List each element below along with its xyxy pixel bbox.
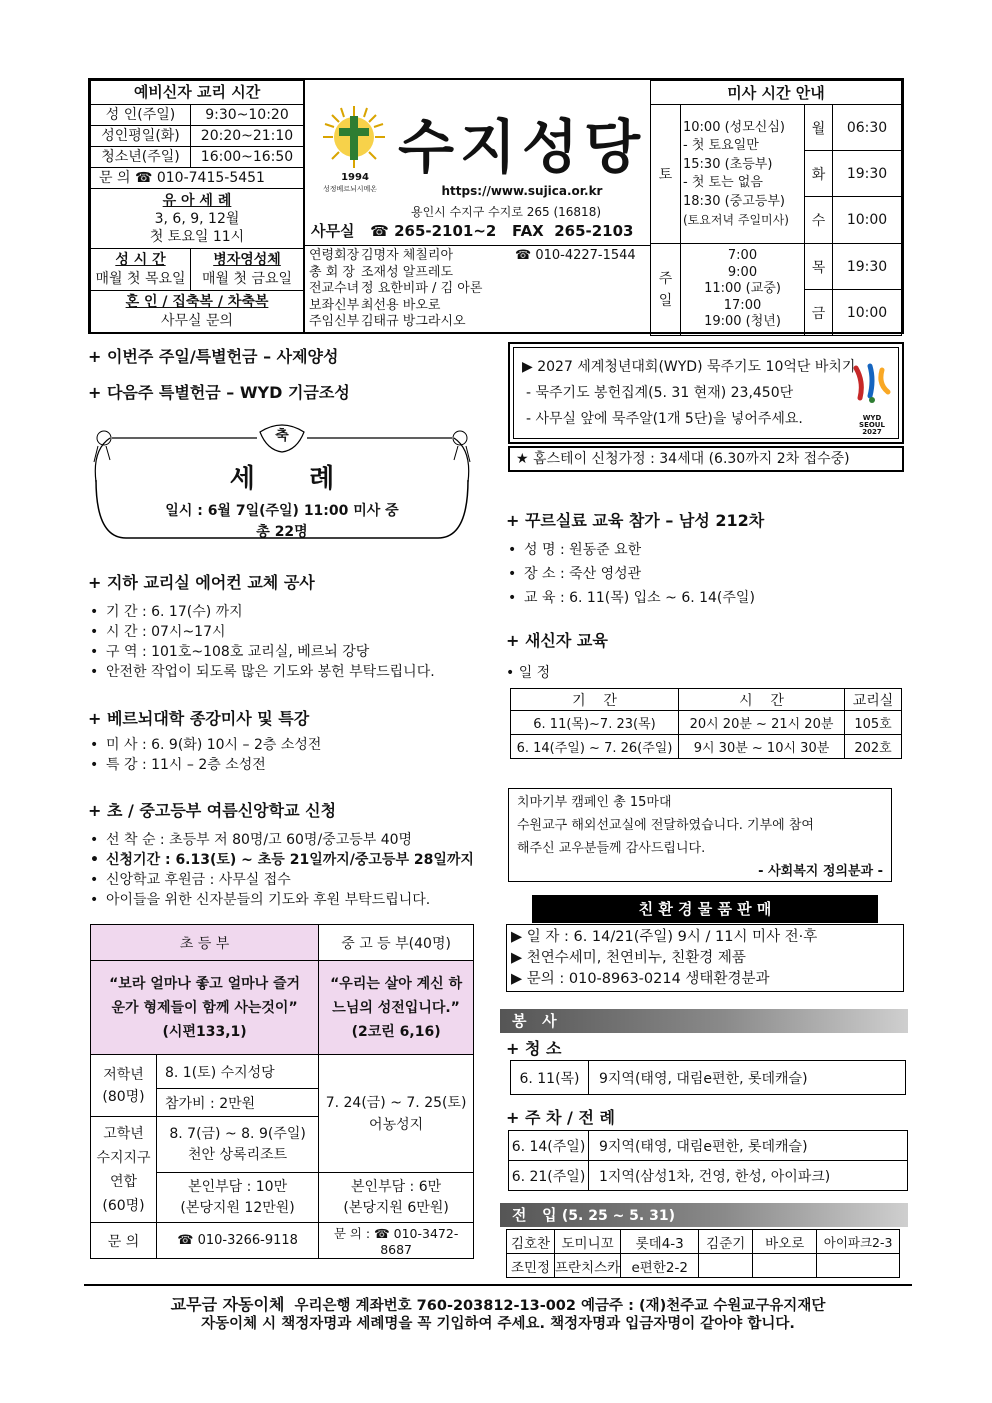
- staff-phone: 010-4227-1544: [535, 248, 636, 263]
- weekday-label: 화: [805, 151, 833, 196]
- summer-camp-title: + 초 / 중고등부 여름신앙학교 신청: [88, 801, 337, 820]
- table-cell: 조민정: [507, 1254, 555, 1278]
- sunday-label: 주 일: [651, 244, 681, 336]
- cross-sun-icon: [319, 102, 389, 172]
- table-cell: 아이파크2-3: [817, 1230, 900, 1254]
- staff-list: [304, 245, 650, 332]
- middlehigh-contact: 문 의 : ☎ 010-3472-8687: [319, 1223, 474, 1259]
- table-cell: [699, 1254, 753, 1278]
- mask-line: 치마기부 캠페인 총 15마대: [517, 795, 672, 810]
- sunday-mass: 17:00: [723, 297, 762, 313]
- wedding-contact: 사무실 문의: [160, 312, 234, 329]
- eco-line: ▶ 일 자 : 6. 14/21(주일) 9시 / 11시 미사 전·후: [511, 929, 818, 945]
- elementary-contact: ☎ 010-3266-9118: [157, 1223, 319, 1259]
- aircon-title: + 지하 교리실 에어컨 교체 공사: [88, 573, 315, 592]
- catechism-label: 청소년(주일): [91, 147, 191, 168]
- newcomer-subtitle: • 일 정: [506, 665, 551, 681]
- mass-title: 미사 시간 안내: [651, 81, 902, 105]
- weekday-time: 19:30: [846, 258, 888, 275]
- parking-title: + 주 차 / 전 례: [506, 1108, 615, 1127]
- middlehigh-verse: “우리는 살아 계신 하느님의 성전입니다.” (2코린 6,16): [319, 961, 474, 1055]
- weekday-time: 06:30: [846, 119, 888, 136]
- phone-icon: ☎: [370, 222, 389, 240]
- office-phone: 265-2101~2: [394, 222, 497, 240]
- table-cell: 6. 14(주일) ~ 7. 26(주일): [511, 735, 679, 759]
- list-item: • 아이들을 위한 신자분들의 기도와 후원 부탁드립니다.: [88, 890, 474, 910]
- list-item: • 미 사 : 6. 9(화) 10시 – 2층 소성전: [88, 735, 321, 755]
- university-list: [88, 735, 321, 775]
- bulletin-header: [88, 78, 904, 334]
- infant-baptism-title: 유 아 세 례: [162, 192, 232, 209]
- baptism-notice: [92, 420, 472, 548]
- table-cell: 바오로: [753, 1230, 817, 1254]
- church-address: 용인시 수지구 수지로 265 (16818): [410, 205, 602, 219]
- wyd-logo: [848, 362, 896, 436]
- church-logo: [319, 102, 389, 172]
- footer-divider: [84, 1284, 912, 1286]
- weekday-time: 10:00: [846, 304, 888, 321]
- table-cell: [817, 1254, 900, 1278]
- table-cell: e편한2-2: [621, 1254, 699, 1278]
- confession-day: 매월 첫 목요일: [95, 270, 186, 287]
- fax-label: FAX: [512, 222, 544, 240]
- catechism-time: 20:20~21:10: [191, 126, 304, 147]
- newcomer-title: + 새신자 교육: [506, 631, 608, 650]
- table-cell: 프란치스카: [555, 1254, 621, 1278]
- baptism-title: 세 례: [229, 464, 335, 494]
- middlehigh-date: 7. 24(금) ~ 7. 25(토) 어농성지: [319, 1055, 474, 1173]
- table-cell: 202호: [845, 735, 902, 759]
- sunday-mass: 7:00: [727, 248, 758, 264]
- infant-baptism-months: 3, 6, 9, 12월: [154, 210, 240, 227]
- table-cell: 롯데4-3: [621, 1230, 699, 1254]
- eco-line: ▶ 문의 : 010-8963-0214 생태환경분과: [511, 971, 770, 987]
- cursillo-title: + 꾸르실료 교육 참가 – 남성 212차: [506, 511, 765, 530]
- sunday-mass: 9:00: [727, 264, 758, 280]
- cursillo-list: [506, 538, 755, 610]
- eco-line: ▶ 천연수세미, 천연비누, 친환경 제품: [511, 950, 746, 966]
- lower-grade-date: 8. 1(토) 수지성당: [157, 1055, 319, 1089]
- table-cell: 1지역(삼성1차, 건영, 한성, 아이파크): [589, 1161, 908, 1191]
- footer-line-2: 자동이체 시 책정자명과 세례명을 꼭 기입하여 주세요. 책정자명과 입금자명이 같아야 합니다.: [201, 1316, 795, 1332]
- catechism-label: 성 인(주일): [91, 105, 191, 126]
- catechism-label: 성인평일(화): [91, 126, 191, 147]
- upper-grade-date: 8. 7(금) ~ 8. 9(주일) 천안 상록리조트: [157, 1117, 319, 1173]
- phone-label: 문 의: [99, 169, 131, 186]
- cleaning-title: + 청 소: [506, 1039, 562, 1058]
- weekday-label: 수: [805, 197, 833, 243]
- staff-row: 전교수녀 정 요한비파 / 김 아론: [309, 281, 483, 296]
- mask-signature: - 사회복지 정의분과 -: [758, 864, 883, 879]
- transfer-banner: [500, 1203, 908, 1227]
- list-item: • 신앙학교 후원금 : 사무실 접수: [88, 870, 474, 890]
- summer-camp-table: [90, 924, 474, 1259]
- table-cell: 9시 30분 ~ 10시 30분: [679, 735, 845, 759]
- sick-communion-day: 매월 첫 금요일: [201, 270, 293, 287]
- list-item: • 특 강 : 11시 – 2층 소성전: [88, 755, 321, 775]
- staff-row: 보좌신부 최선용 바오로: [309, 297, 441, 313]
- weekday-label: 금: [805, 290, 833, 335]
- newcomer-header: 시 간: [679, 689, 845, 711]
- cleaning-table: [510, 1060, 906, 1095]
- wyd-line: - 묵주기도 봉헌집계(5. 31 현재) 23,450단: [526, 385, 794, 401]
- offering-this-week: + 이번주 주일/특별헌금 – 사제양성: [88, 347, 339, 366]
- middlehigh-fee: 본인부담 : 6만 (본당지원 6만원): [319, 1173, 474, 1223]
- university-title: + 베르뇌대학 종강미사 및 특강: [88, 709, 310, 728]
- weekday-time: 19:30: [846, 165, 888, 182]
- table-cell: [753, 1254, 817, 1278]
- footer-label: 교무금 자동이체: [170, 1295, 285, 1314]
- saturday-mass: (토요저녁 주일미사): [683, 213, 789, 227]
- wyd-box: [508, 342, 904, 444]
- church-office-line: [311, 220, 651, 241]
- phone-icon: ☎: [134, 169, 153, 186]
- elementary-header: 초 등 부: [91, 925, 319, 961]
- table-cell: 105호: [845, 711, 902, 735]
- mask-line: 수원교구 해외선교실에 전달하였습니다. 기부에 참여: [517, 818, 814, 833]
- staff-row: 총 회 장 조재성 알프레도: [309, 264, 454, 280]
- saturday-label: 토: [651, 105, 681, 244]
- saturday-mass: 18:30 (중고등부): [683, 193, 785, 209]
- transfer-table: [506, 1229, 900, 1278]
- list-item: • 성 명 : 원동준 요한: [506, 538, 755, 562]
- middlehigh-header: 중 고 등 부(40명): [319, 925, 474, 961]
- footer-account: 우리은행 계좌번호 760-203812-13-002 예금주 : (재)천주교 수원교구유지재단: [294, 1298, 826, 1314]
- saturday-mass: 15:30 (초등부): [683, 156, 773, 172]
- wedding-title: 혼 인 / 집축복 / 차축복: [125, 293, 269, 310]
- saturday-mass: - 첫 토요일만: [683, 138, 759, 153]
- baptism-total: 총 22명: [256, 524, 308, 540]
- wyd-line: ▶ 2027 세계청년대회(WYD) 묵주기도 10억단 바치기: [522, 359, 856, 375]
- office-label: 사무실: [311, 222, 355, 240]
- weekday-label: 월: [805, 105, 833, 150]
- mask-donation-box: [508, 788, 892, 882]
- phone-icon: ☎: [515, 248, 532, 263]
- newcomer-header: 기 간: [511, 689, 679, 711]
- list-item: • 선 착 순 : 초등부 저 80명/고 60명/중고등부 40명: [88, 830, 474, 850]
- catechism-title: 예비신자 교리 시간: [91, 81, 304, 105]
- infant-baptism-day: 첫 토요일 11시: [149, 228, 245, 245]
- list-item: • 기 간 : 6. 17(수) 까지: [88, 602, 435, 622]
- church-title-block: [304, 80, 650, 245]
- staff-row: 연령회장 김명자 체칠리아 ☎ 010-4227-1544: [309, 248, 636, 263]
- wyd-logo-text: WYD SEOUL 2027: [859, 414, 885, 436]
- church-url[interactable]: https://www.sujica.or.kr: [441, 184, 603, 198]
- weekday-label: 목: [805, 244, 833, 289]
- table-cell: 6. 21(주일): [509, 1161, 589, 1191]
- table-cell: 9지역(태영, 대림e편한, 롯데캐슬): [589, 1131, 908, 1161]
- table-cell: 9지역(태영, 대림e편한, 롯데캐슬): [589, 1061, 906, 1095]
- lower-grade-fee: 참가비 : 2만원: [157, 1089, 319, 1117]
- table-cell: 6. 14(주일): [509, 1131, 589, 1161]
- table-cell: 6. 11(목)~7. 23(목): [511, 711, 679, 735]
- weekday-time: 10:00: [846, 212, 888, 228]
- staff-row: 주임신부 김태규 방그라시오: [309, 314, 466, 329]
- wyd-line: - 사무실 앞에 묵주알(1개 5단)을 넣어주세요.: [526, 411, 803, 427]
- sunday-mass: 11:00 (교중): [704, 281, 781, 297]
- mask-line: 해주신 교우분들께 감사드립니다.: [517, 841, 706, 856]
- saturday-mass: 10:00 (성모신심): [683, 119, 785, 135]
- summer-camp-list: [88, 830, 474, 910]
- saturday-mass: - 첫 토는 없음: [683, 175, 763, 190]
- sick-communion-title: 병자영성체: [213, 251, 281, 268]
- baptism-badge: 축: [275, 428, 289, 444]
- mass-schedule: [650, 80, 902, 336]
- elementary-verse: “보라 얼마나 좋고 얼마나 즐거운가 형제들이 함께 사는것이” (시편133,1): [91, 961, 319, 1055]
- sunday-mass: 19:00 (청년): [704, 314, 781, 330]
- list-item: • 안전한 작업이 되도록 많은 기도와 봉헌 부탁드립니다.: [88, 662, 435, 682]
- catechism-time: 9:30~10:20: [191, 105, 304, 126]
- catechism-phone: 010-7415-5451: [156, 169, 265, 186]
- offering-next-week: + 다음주 특별헌금 – WYD 기금조성: [88, 383, 350, 402]
- list-item: • 장 소 : 죽산 영성관: [506, 562, 755, 586]
- table-cell: 6. 11(목): [511, 1061, 589, 1095]
- newcomer-table: [510, 688, 902, 759]
- table-cell: 20시 20분 ~ 21시 20분: [679, 711, 845, 735]
- aircon-list: [88, 602, 435, 682]
- contact-label: 문 의: [91, 1223, 157, 1259]
- office-fax: 265-2103: [554, 222, 634, 240]
- homestay-box: ★ 홈스테이 신청가정 : 34세대 (6.30까지 2차 접수중): [508, 446, 904, 472]
- table-cell: 도미니꼬: [555, 1230, 621, 1254]
- upper-grade-label: 고학년 수지지구 연합 (60명): [91, 1117, 157, 1223]
- upper-grade-fee: 본인부담 : 10만 (본당지원 12만원): [157, 1173, 319, 1223]
- eco-banner: 친 환 경 물 품 판 매: [532, 895, 878, 923]
- church-name: 수지성당: [397, 113, 647, 181]
- transfer-period: (5. 25 ~ 5. 31): [561, 1208, 675, 1224]
- parking-table: [508, 1130, 908, 1191]
- list-item: • 시 간 : 07시~17시: [88, 622, 435, 642]
- table-cell: 김준기: [699, 1230, 753, 1254]
- service-banner: 봉 사: [500, 1009, 908, 1033]
- list-item: • 구 역 : 101호~108호 교리실, 베르뇌 강당: [88, 642, 435, 662]
- table-cell: 김호찬: [507, 1230, 555, 1254]
- eco-box: [506, 924, 904, 992]
- list-item: • 교 육 : 6. 11(목) 입소 ~ 6. 14(주일): [506, 586, 755, 610]
- lower-grade-label: 저학년 (80명): [91, 1055, 157, 1117]
- logo-year: 1994: [341, 172, 369, 183]
- wyd-logo-icon: [848, 362, 896, 406]
- baptism-date: 일시 : 6월 7일(주일) 11:00 미사 중: [165, 503, 399, 519]
- logo-caption: 성정베르뇌시메온: [322, 185, 378, 193]
- catechism-time: 16:00~16:50: [191, 147, 304, 168]
- catechism-table: [90, 80, 304, 333]
- newcomer-header: 교리실: [845, 689, 902, 711]
- transfer-title: 전 입: [512, 1206, 557, 1224]
- confession-title: 성 시 간: [115, 251, 166, 268]
- list-item: • 신청기간 : 6.13(토) ~ 초등 21일까지/중고등부 28일까지: [88, 850, 474, 870]
